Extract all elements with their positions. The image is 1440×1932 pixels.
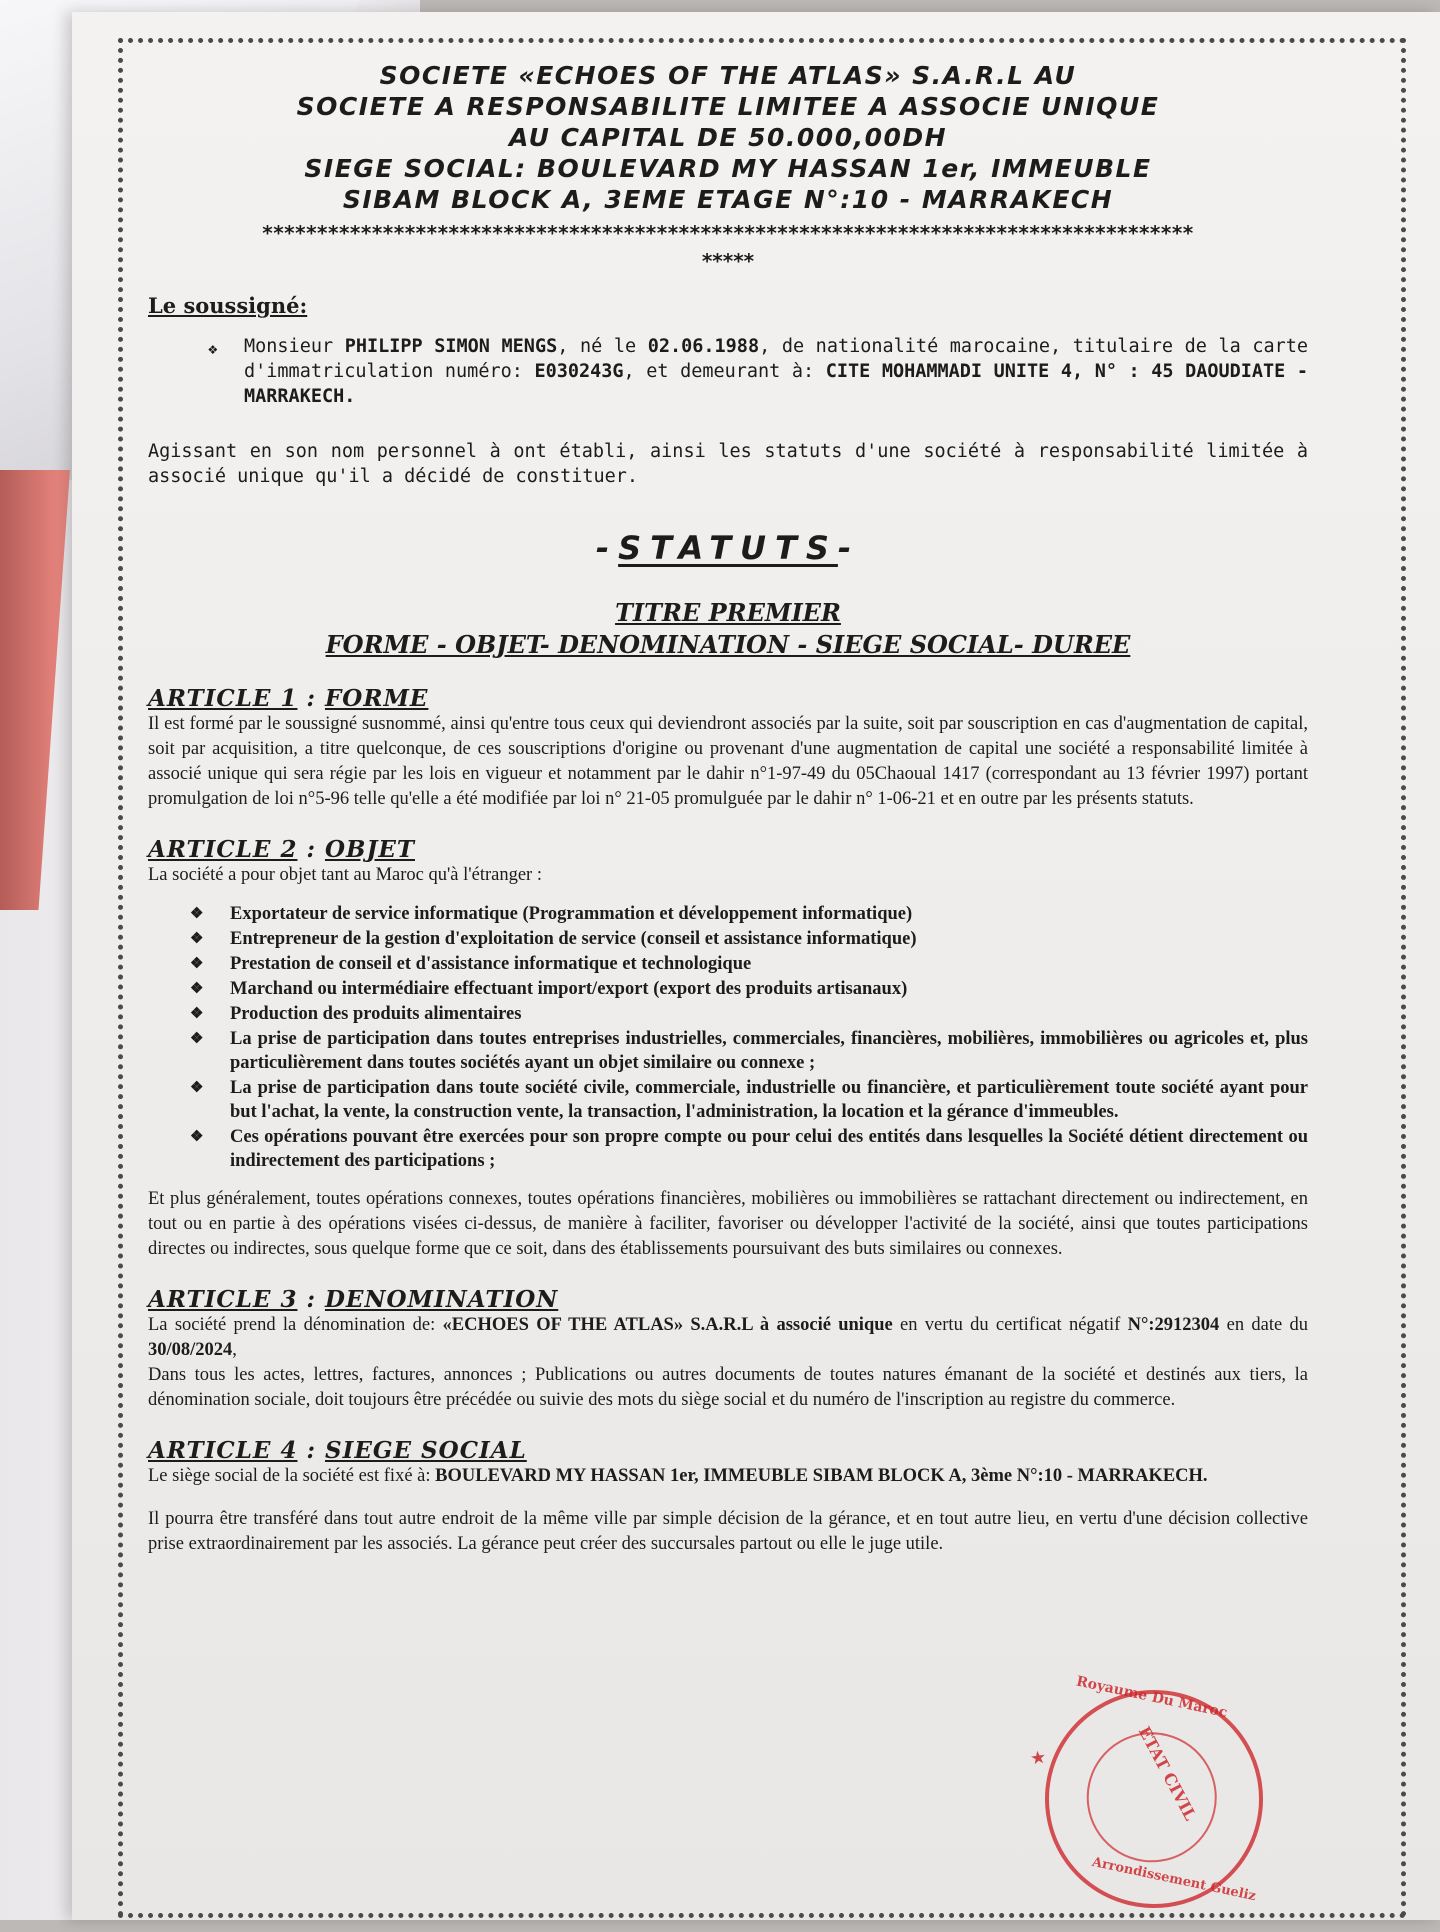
- header-line: SOCIETE A RESPONSABILITE LIMITEE A ASSOCIE UNIQUE: [296, 92, 1160, 121]
- party-card-number: E030243G: [534, 361, 624, 382]
- article-4-part: Le siège social de la société est fixé à:: [148, 1466, 436, 1486]
- article-3-title: ARTICLE 3 : DENOMINATION: [148, 1286, 559, 1313]
- party-name: PHILIPP SIMON MENGS: [344, 336, 558, 357]
- company-name: «ECHOES OF THE ATLAS» S.A.R.L à associé unique: [442, 1315, 893, 1335]
- list-item: [190, 977, 1308, 1001]
- header-line: SIEGE SOCIAL: BOULEVARD MY HASSAN 1er, IMMEUBLE: [304, 154, 1152, 183]
- article-2-intro: La société a pour objet tant au Maroc qu'à l'étranger :: [148, 865, 542, 885]
- diamond-bullet-icon: ❖: [190, 906, 204, 922]
- list-item-text: La prise de participation dans toutes entreprises industrielles, commerciales, financières, mobilières, immobilières ou agricoles et, plus particulièrement dans toutes sociétés ayant un objet similaire ou connexe ;: [230, 1029, 1308, 1073]
- objet-list: [190, 902, 1308, 1173]
- article-4-text: [148, 1464, 1308, 1489]
- diamond-bullet-icon: ❖: [208, 339, 218, 358]
- diamond-bullet-icon: ❖: [190, 1129, 204, 1145]
- list-item: [190, 927, 1308, 951]
- list-item-text: Marchand ou intermédiaire effectuant import/export (export des produits artisanaux): [230, 979, 908, 999]
- star-separator-short: *****: [701, 249, 755, 273]
- titre-line: FORME - OBJET- DENOMINATION - SIEGE SOCIAL- DUREE: [325, 630, 1131, 659]
- list-item-text: Prestation de conseil et d'assistance informatique et technologique: [230, 954, 752, 974]
- party-text-part: , de nationalité marocaine, titulaire de la carte d'immatriculation numéro:: [244, 336, 1309, 382]
- star-separator: *************************************************************************************: [262, 221, 1194, 245]
- article-subtitle: FORME: [324, 685, 429, 712]
- agissant-paragraph: Agissant en son nom personnel à ont établi, ainsi les statuts d'une société à responsabilité limitée à associé unique qu'il a décidé de constituer.: [148, 441, 1308, 487]
- list-item: [190, 952, 1308, 976]
- document-content: [148, 60, 1308, 1557]
- article-3-part: La société prend la dénomination de:: [148, 1315, 443, 1335]
- article-1-title: ARTICLE 1 : FORME: [148, 685, 429, 712]
- diamond-bullet-icon: ❖: [190, 956, 204, 972]
- article-subtitle: OBJET: [324, 836, 415, 863]
- statuts-title: -STATUTS-: [595, 529, 861, 567]
- article-2-title: ARTICLE 2 : OBJET: [148, 836, 415, 863]
- stamp-bottom-text: Arrondissement Gueliz: [1090, 1854, 1258, 1905]
- list-item: [190, 1125, 1308, 1173]
- titre-line: TITRE PREMIER: [615, 598, 841, 627]
- article-3-part: ,: [232, 1340, 237, 1360]
- diamond-bullet-icon: ❖: [190, 931, 204, 947]
- article-number: ARTICLE 1: [148, 685, 298, 712]
- list-item: [190, 1027, 1308, 1075]
- list-item-text: Exportateur de service informatique (Programmation et développement informatique): [230, 904, 913, 924]
- diamond-bullet-icon: ❖: [190, 1080, 204, 1096]
- company-header: [148, 60, 1308, 215]
- article-3-part: en date du: [1219, 1315, 1309, 1335]
- certificate-number: N°:2912304: [1127, 1315, 1220, 1335]
- party-text-part: Monsieur: [244, 336, 345, 357]
- diamond-bullet-icon: ❖: [190, 1031, 204, 1047]
- stamp-top-text: Royaume Du Maroc: [1074, 1673, 1229, 1722]
- article-3-part: en vertu du certificat négatif: [892, 1315, 1128, 1335]
- siege-address: BOULEVARD MY HASSAN 1er, IMMEUBLE SIBAM BLOCK A, 3ème N°:10 - MARRAKECH.: [435, 1466, 1208, 1486]
- header-line: SIBAM BLOCK A, 3EME ETAGE N°:10 - MARRAKECH: [342, 185, 1114, 214]
- list-item: [190, 1002, 1308, 1026]
- party-text-part: , né le: [557, 336, 648, 357]
- article-4-title: ARTICLE 4 : SIEGE SOCIAL: [148, 1437, 527, 1464]
- party-bullet: [208, 334, 1308, 409]
- article-subtitle: DENOMINATION: [324, 1286, 559, 1313]
- titre-premier: [148, 597, 1308, 661]
- article-1-text: Il est formé par le soussigné susnommé, ainsi qu'entre tous ceux qui deviendront associés par la suite, soit par souscription en cas d'augmentation de capital, soit par acquisition, a titre quelconque, de ces souscriptions d'origine ou provenant d'une augmentation de capital une société a responsabilité limitée à associé unique qui sera régie par les lois en vigueur et notamment par le dahir n°1-97-49 du 05Chaoual 1417 (correspondant au 13 février 1997) portant promulgation de loi n°5-96 telle qu'elle a été modifiée par loi n° 21-05 promulguée par le dahir n° 1-06-21 et en outre par les présents statuts.: [148, 714, 1308, 809]
- list-item: [190, 1076, 1308, 1124]
- party-dob: 02.06.1988: [647, 336, 760, 357]
- article-3-text: [148, 1313, 1308, 1363]
- diamond-bullet-icon: ❖: [190, 1006, 204, 1022]
- article-number: ARTICLE 3: [148, 1286, 298, 1313]
- article-number: ARTICLE 4: [148, 1437, 298, 1464]
- list-item-text: Entrepreneur de la gestion d'exploitation de service (conseil et assistance informatique): [230, 929, 917, 949]
- stamp-middle-text: ETAT CIVIL: [1134, 1723, 1201, 1824]
- certificate-date: 30/08/2024: [148, 1340, 233, 1360]
- article-2-outro: Et plus généralement, toutes opérations connexes, toutes opérations financières, mobilières ou immobilières se rattachant directement ou indirectement, en tout ou en partie à des opérations visées ci-dessus, de manière à faciliter, favoriser ou développer l'activité de la société, ainsi que toutes participations directes ou indirectes, sous quelque forme que ce soit, dans des établissements poursuivant des buts similaires ou connexes.: [148, 1189, 1308, 1259]
- list-item-text: La prise de participation dans toute société civile, commerciale, industrielle ou financière, et particulièrement toute société ayant pour but l'achat, la vente, la construction vente, la transaction, l'administration, la location et la gérance d'immeubles.: [230, 1078, 1308, 1122]
- article-number: ARTICLE 2: [148, 836, 298, 863]
- list-item-text: Ces opérations pouvant être exercées pour son propre compte ou pour celui des entités dans lesquelles la Société détient directement ou indirectement des participations ;: [230, 1127, 1308, 1171]
- statuts-title-text: STATUTS: [618, 529, 838, 567]
- article-4-text-2: Il pourra être transféré dans tout autre endroit de la même ville par simple décision de la gérance, et en tout autre lieu, en vertu d'une décision collective prise extraordinairement par les associés. La gérance peut créer des succursales partout ou elle le juge utile.: [148, 1509, 1308, 1554]
- article-subtitle: SIEGE SOCIAL: [324, 1437, 527, 1464]
- diamond-bullet-icon: ❖: [190, 981, 204, 997]
- party-text-part: , et demeurant à:: [623, 361, 826, 382]
- party-address: CITE MOHAMMADI UNITE 4, N° : 45 DAOUDIATE - MARRAKECH.: [244, 361, 1309, 407]
- list-item: [190, 902, 1308, 926]
- star-icon: ★: [1028, 1746, 1048, 1770]
- party-text: [244, 334, 1308, 409]
- article-3-text-2: Dans tous les actes, lettres, factures, annonces ; Publications ou autres documents de toutes natures émanant de la société et destinés aux tiers, la dénomination sociale, doit toujours être précédée ou suivie des mots du siège social et du numéro de l'inscription au registre du commerce.: [148, 1365, 1308, 1410]
- list-item-text: Production des produits alimentaires: [230, 1004, 522, 1024]
- header-line: SOCIETE «ECHOES OF THE ATLAS» S.A.R.L AU: [379, 61, 1077, 90]
- header-line: AU CAPITAL DE 50.000,00DH: [508, 123, 948, 152]
- soussigne-label: Le soussigné:: [148, 293, 308, 318]
